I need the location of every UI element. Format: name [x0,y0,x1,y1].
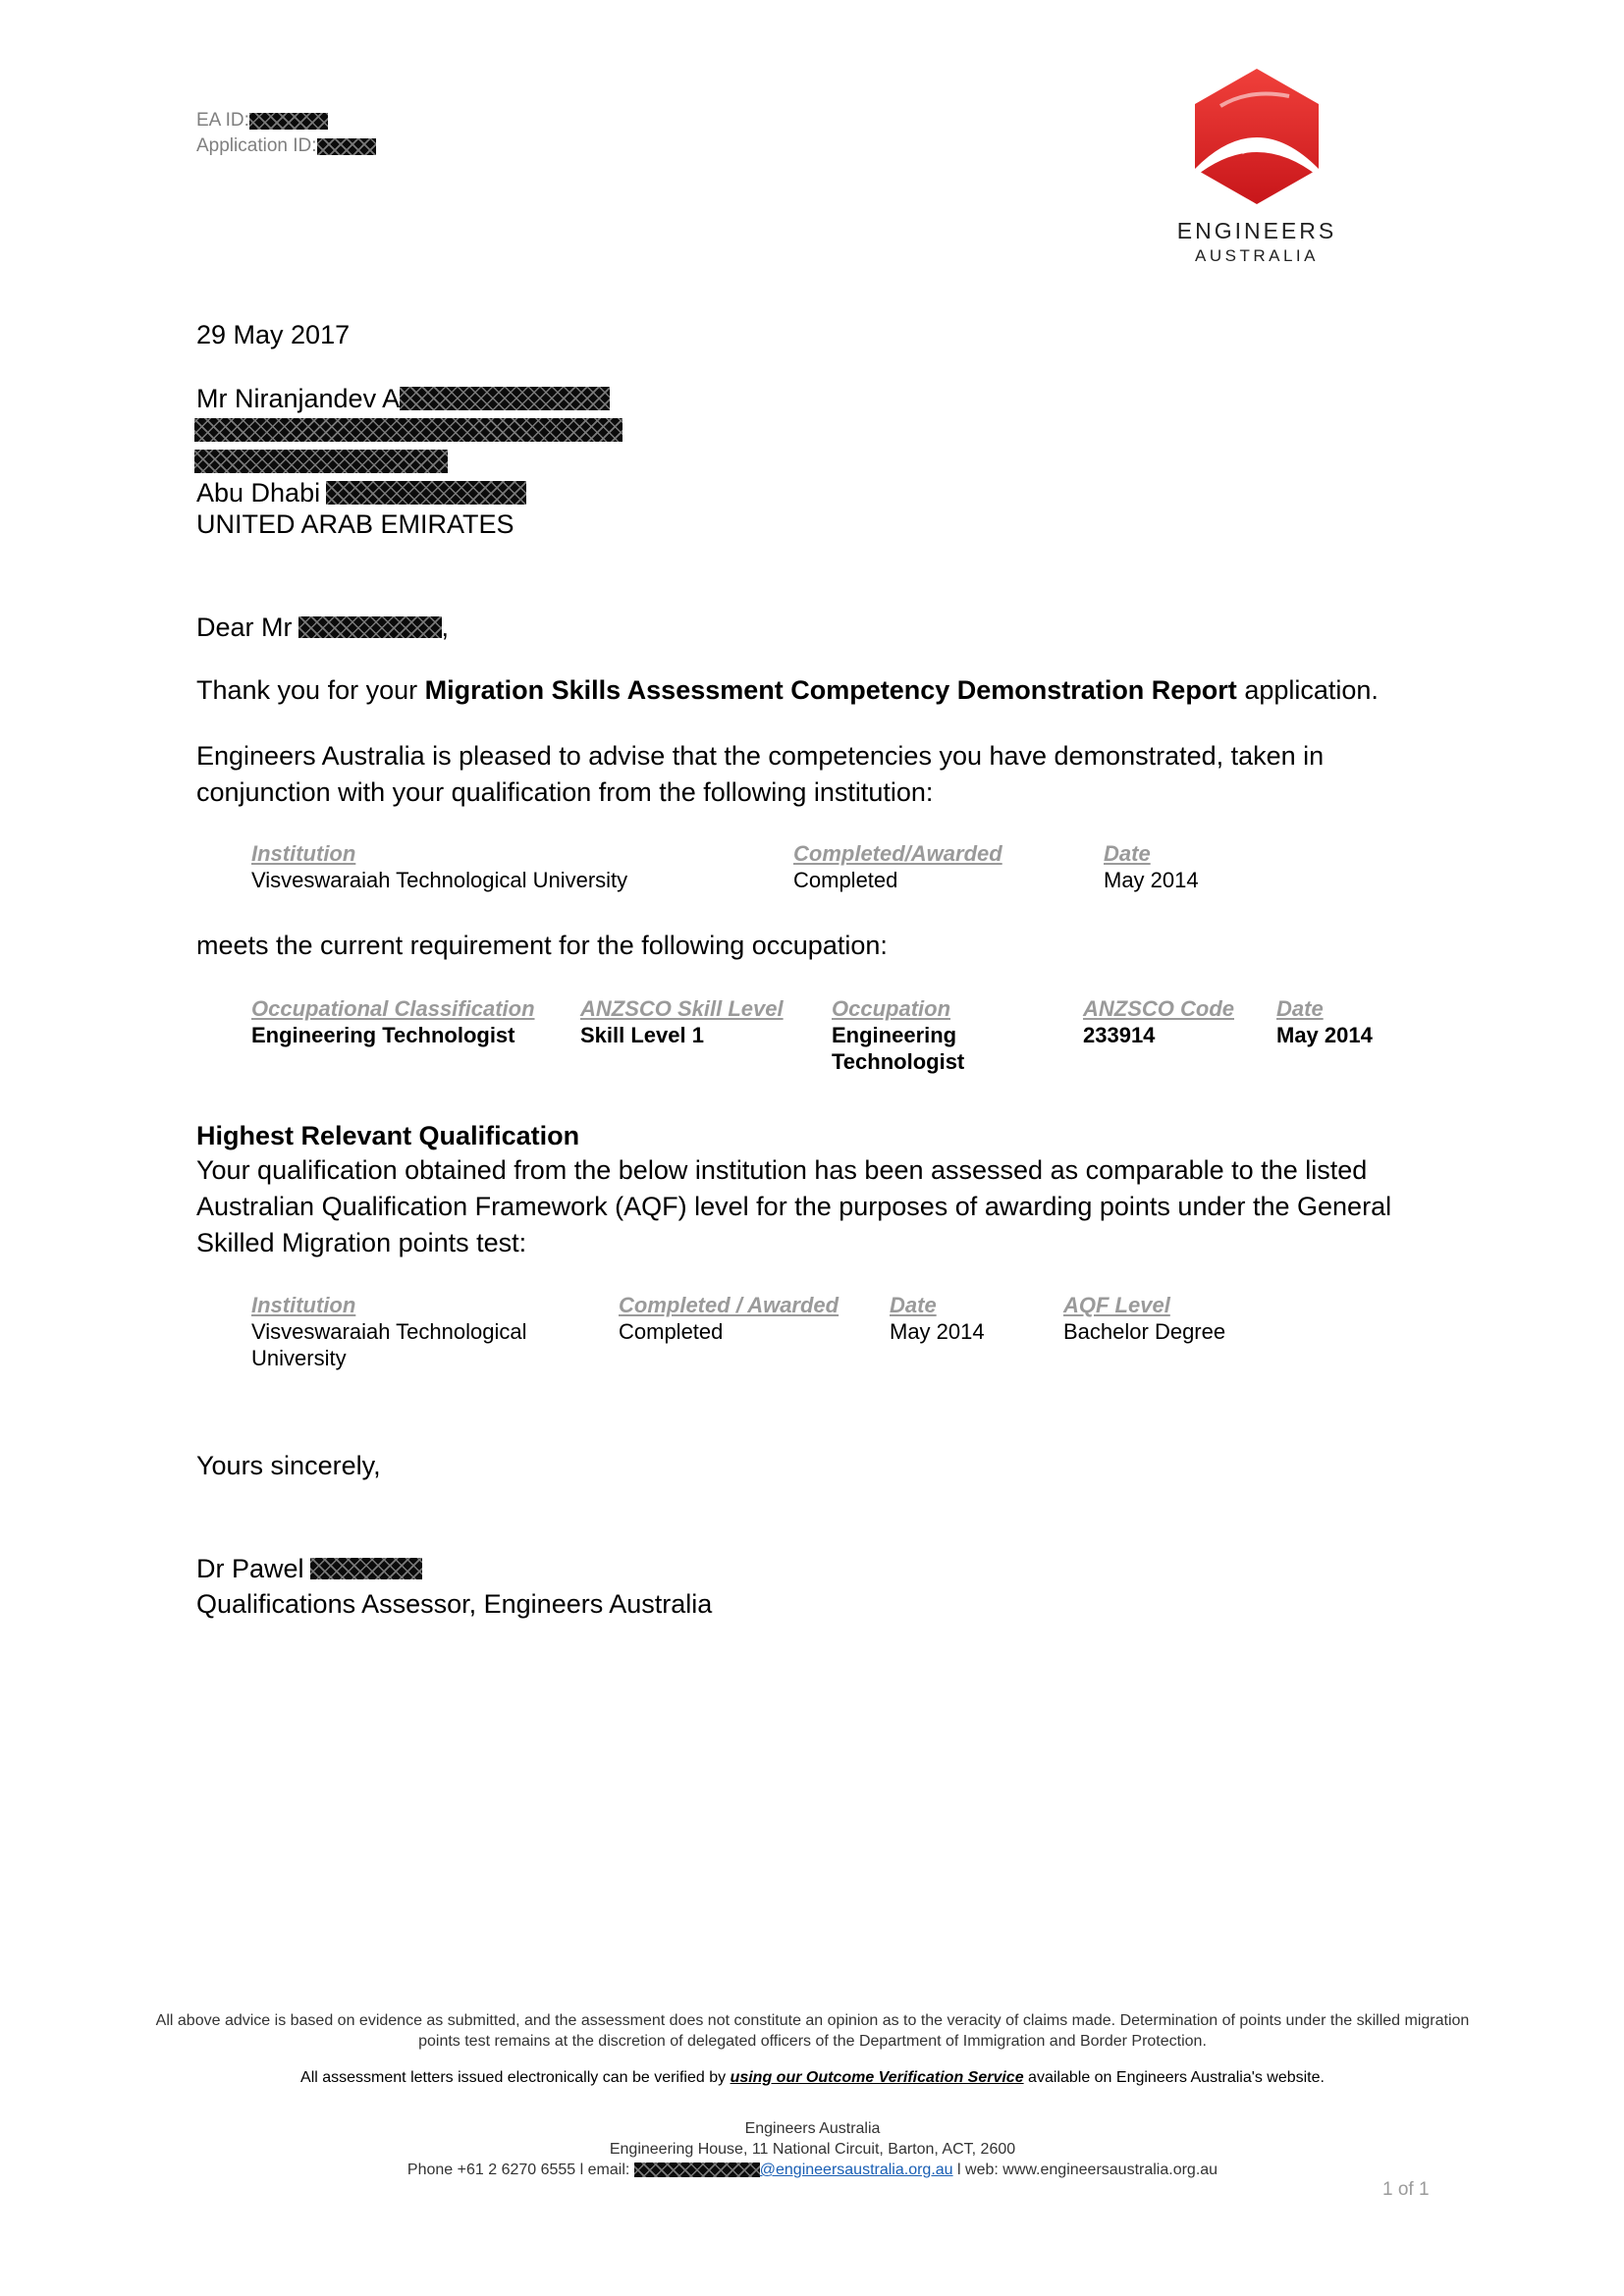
logo-text-engineers: ENGINEERS [1176,218,1337,243]
footer-contact [147,2118,1478,2180]
cell-skill-level: Skill Level 1 [580,1023,704,1047]
signature-block [196,1551,712,1622]
meets-line: meets the current requirement for the following occupation: [196,931,888,960]
redaction-block [326,481,526,505]
occupation-table [251,995,1414,1075]
col-header-institution: Institution [251,841,356,866]
redaction-block [317,138,376,155]
redaction-block [194,418,623,442]
redaction-block [310,1558,422,1579]
signatory-name: Dr Pawel [196,1554,304,1583]
verify-prefix: All assessment letters issued electronically can be verified by [300,2069,731,2086]
cell-aqf-level: Bachelor Degree [1063,1319,1226,1344]
thanks-line [196,673,1379,707]
city: Abu Dhabi [196,478,321,507]
redaction-block [194,450,448,473]
footer-org-name: Engineers Australia [744,2120,881,2137]
cell-date: May 2014 [1104,868,1199,892]
thanks-suffix: application. [1236,675,1379,705]
cell-date: May 2014 [890,1319,985,1344]
institution-table [251,840,1261,893]
cell-classification: Engineering Technologist [251,1023,515,1047]
recipient-address [196,383,623,540]
signatory-name-line [196,1551,712,1586]
verification-link[interactable]: using our Outcome Verification Service [730,2069,1024,2086]
recipient-name: Mr Niranjandev A [196,384,401,413]
table-header-row [251,1292,1279,1318]
redaction-block [400,387,610,410]
thanks-prefix: Thank you for your [196,675,425,705]
table-header-row [251,995,1414,1022]
reference-ids [196,108,376,159]
cell-occupation: Engineering Technologist [832,1023,965,1074]
ea-id-label: EA ID: [196,110,249,131]
closing: Yours sincerely, [196,1451,381,1480]
letter-date: 29 May 2017 [196,320,351,349]
table-row [251,1022,1414,1075]
col-header-date: Date [890,1293,937,1317]
address-line-redacted [196,446,623,477]
application-id-row [196,133,376,159]
salutation [196,611,449,644]
col-header-date: Date [1104,841,1151,866]
col-header-occupation: Occupation [832,996,951,1021]
verification-note [147,2069,1478,2087]
cell-completed: Completed [793,868,898,892]
col-header-anzsco-code: ANZSCO Code [1083,996,1234,1021]
logo-text-australia: AUSTRALIA [1195,246,1319,265]
redaction-block [249,113,328,130]
col-header-skill-level: ANZSCO Skill Level [580,996,784,1021]
address-line-redacted [196,414,623,446]
recipient-name-line [196,383,623,414]
verify-suffix: available on Engineers Australia's website. [1023,2069,1325,2086]
section-title: Highest Relevant Qualification [196,1121,580,1150]
qualification-table [251,1292,1279,1371]
footer-phone-line [147,2160,1478,2180]
col-header-completed: Completed/Awarded [793,841,1002,866]
application-id-label: Application ID: [196,135,317,156]
table-row [251,1318,1279,1371]
footer-address: Engineering House, 11 National Circuit, Barton, ACT, 2600 [609,2141,1016,2158]
country: UNITED ARAB EMIRATES [196,509,514,539]
col-header-institution: Institution [251,1293,356,1317]
col-header-date: Date [1276,996,1324,1021]
cell-completed: Completed [619,1319,724,1344]
application-type: Migration Skills Assessment Competency Demonstration Report [424,675,1237,705]
table-row [251,867,1261,893]
cell-institution: Visveswaraiah Technological University [251,1319,527,1370]
advise-paragraph: Engineers Australia is pleased to advise that the competencies you have demonstrated, taken in conjunction with your qualification from the following institution: [196,741,1325,807]
engineers-australia-logo [1164,67,1349,266]
footer-phone: Phone +61 2 6270 6555 l email: [406,2162,634,2178]
col-header-aqf-level: AQF Level [1063,1293,1170,1317]
signatory-title: Qualifications Assessor, Engineers Australia [196,1589,713,1619]
redaction-block [634,2163,760,2177]
footer-web: l web: www.engineersaustralia.org.au [952,2162,1218,2178]
table-header-row [251,840,1261,867]
hexagon-logo-icon [1191,67,1323,206]
footer-email-link[interactable]: @engineersaustralia.org.au [759,2162,953,2178]
redaction-block [298,616,442,638]
salutation-suffix: , [441,613,450,642]
salutation-prefix: Dear Mr [196,613,293,642]
cell-date: May 2014 [1276,1023,1373,1047]
cell-anzsco-code: 233914 [1083,1023,1156,1047]
disclaimer: All above advice is based on evidence as submitted, and the assessment does not constitute an opinion as to the veracity of claims made. Determination of points under the skilled migration points test remains at the discretion of delegated officers of the Department of Immigration and Border Protection. [155,2012,1470,2050]
page-number: 1 of 1 [1382,2179,1430,2200]
cell-institution: Visveswaraiah Technological University [251,868,628,892]
col-header-completed: Completed / Awarded [619,1293,839,1317]
qualification-paragraph: Your qualification obtained from the below institution has been assessed as comparable to the listed Australian Qualification Framework (AQF) level for the purposes of awarding points under the General Skilled Migration points test: [196,1155,1392,1257]
col-header-classification: Occupational Classification [251,996,535,1021]
city-line [196,477,623,508]
ea-id-row [196,108,376,133]
